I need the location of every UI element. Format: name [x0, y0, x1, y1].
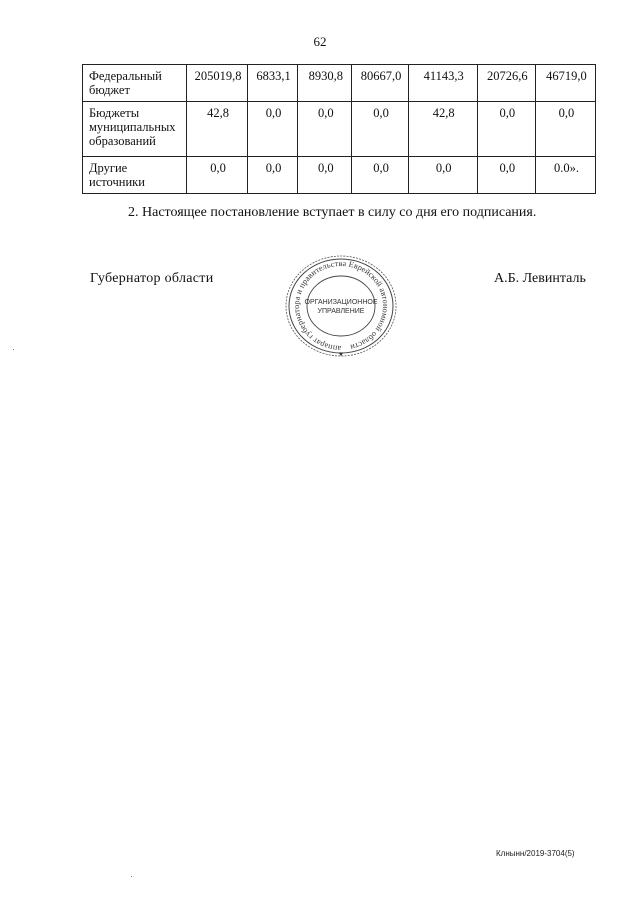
table-cell: 41143,3	[408, 65, 477, 102]
document-code: Клнынн/2019-3704(5)	[496, 849, 575, 858]
table-cell: 0,0	[247, 102, 297, 157]
table-row	[83, 102, 596, 157]
table-cell: 0,0	[477, 102, 535, 157]
table-cell: 80667,0	[352, 65, 408, 102]
budget-table	[82, 64, 596, 194]
table-cell: 0,0	[298, 157, 352, 194]
seal-star-icon: ★	[338, 352, 344, 358]
table-cell: 20726,6	[477, 65, 535, 102]
table-cell: 8930,8	[298, 65, 352, 102]
effective-date-clause: 2. Настоящее постановление вступает в силу со дня его подписания.	[128, 205, 537, 220]
row-label: Другие источники	[83, 157, 187, 194]
table-cell: 0,0	[352, 157, 408, 194]
official-seal-stamp	[278, 252, 404, 364]
table-cell: 42,8	[408, 102, 477, 157]
table-cell: 6833,1	[247, 65, 297, 102]
seal-ring-text: аппарат губернатора и правительства Еврейской автономной области	[292, 258, 391, 354]
table-cell: 0,0	[352, 102, 408, 157]
table-row	[83, 157, 596, 194]
signatory-title: Губернатор области	[90, 271, 214, 286]
page-number: 62	[313, 34, 327, 49]
table-cell: 0,0	[298, 102, 352, 157]
table-cell: 0,0	[535, 102, 595, 157]
row-label: Бюджеты муниципальных образований	[83, 102, 187, 157]
table-cell: 0,0	[187, 157, 248, 194]
table-cell: 46719,0	[535, 65, 595, 102]
table-cell: 205019,8	[187, 65, 248, 102]
row-label: Федеральный бюджет	[83, 65, 187, 102]
signatory-name: А.Б. Левинталь	[494, 271, 586, 286]
table-row	[83, 65, 596, 102]
table-cell: 42,8	[187, 102, 248, 157]
scan-speck	[13, 349, 14, 350]
table-cell: 0.0».	[535, 157, 595, 194]
seal-center-line1: ОРГАНИЗАЦИОННОЕ	[304, 299, 378, 306]
table-cell: 0,0	[247, 157, 297, 194]
table-cell: 0,0	[477, 157, 535, 194]
table-cell: 0,0	[408, 157, 477, 194]
seal-center-line2: УПРАВЛЕНИЕ	[317, 308, 365, 315]
scan-speck	[131, 876, 132, 877]
